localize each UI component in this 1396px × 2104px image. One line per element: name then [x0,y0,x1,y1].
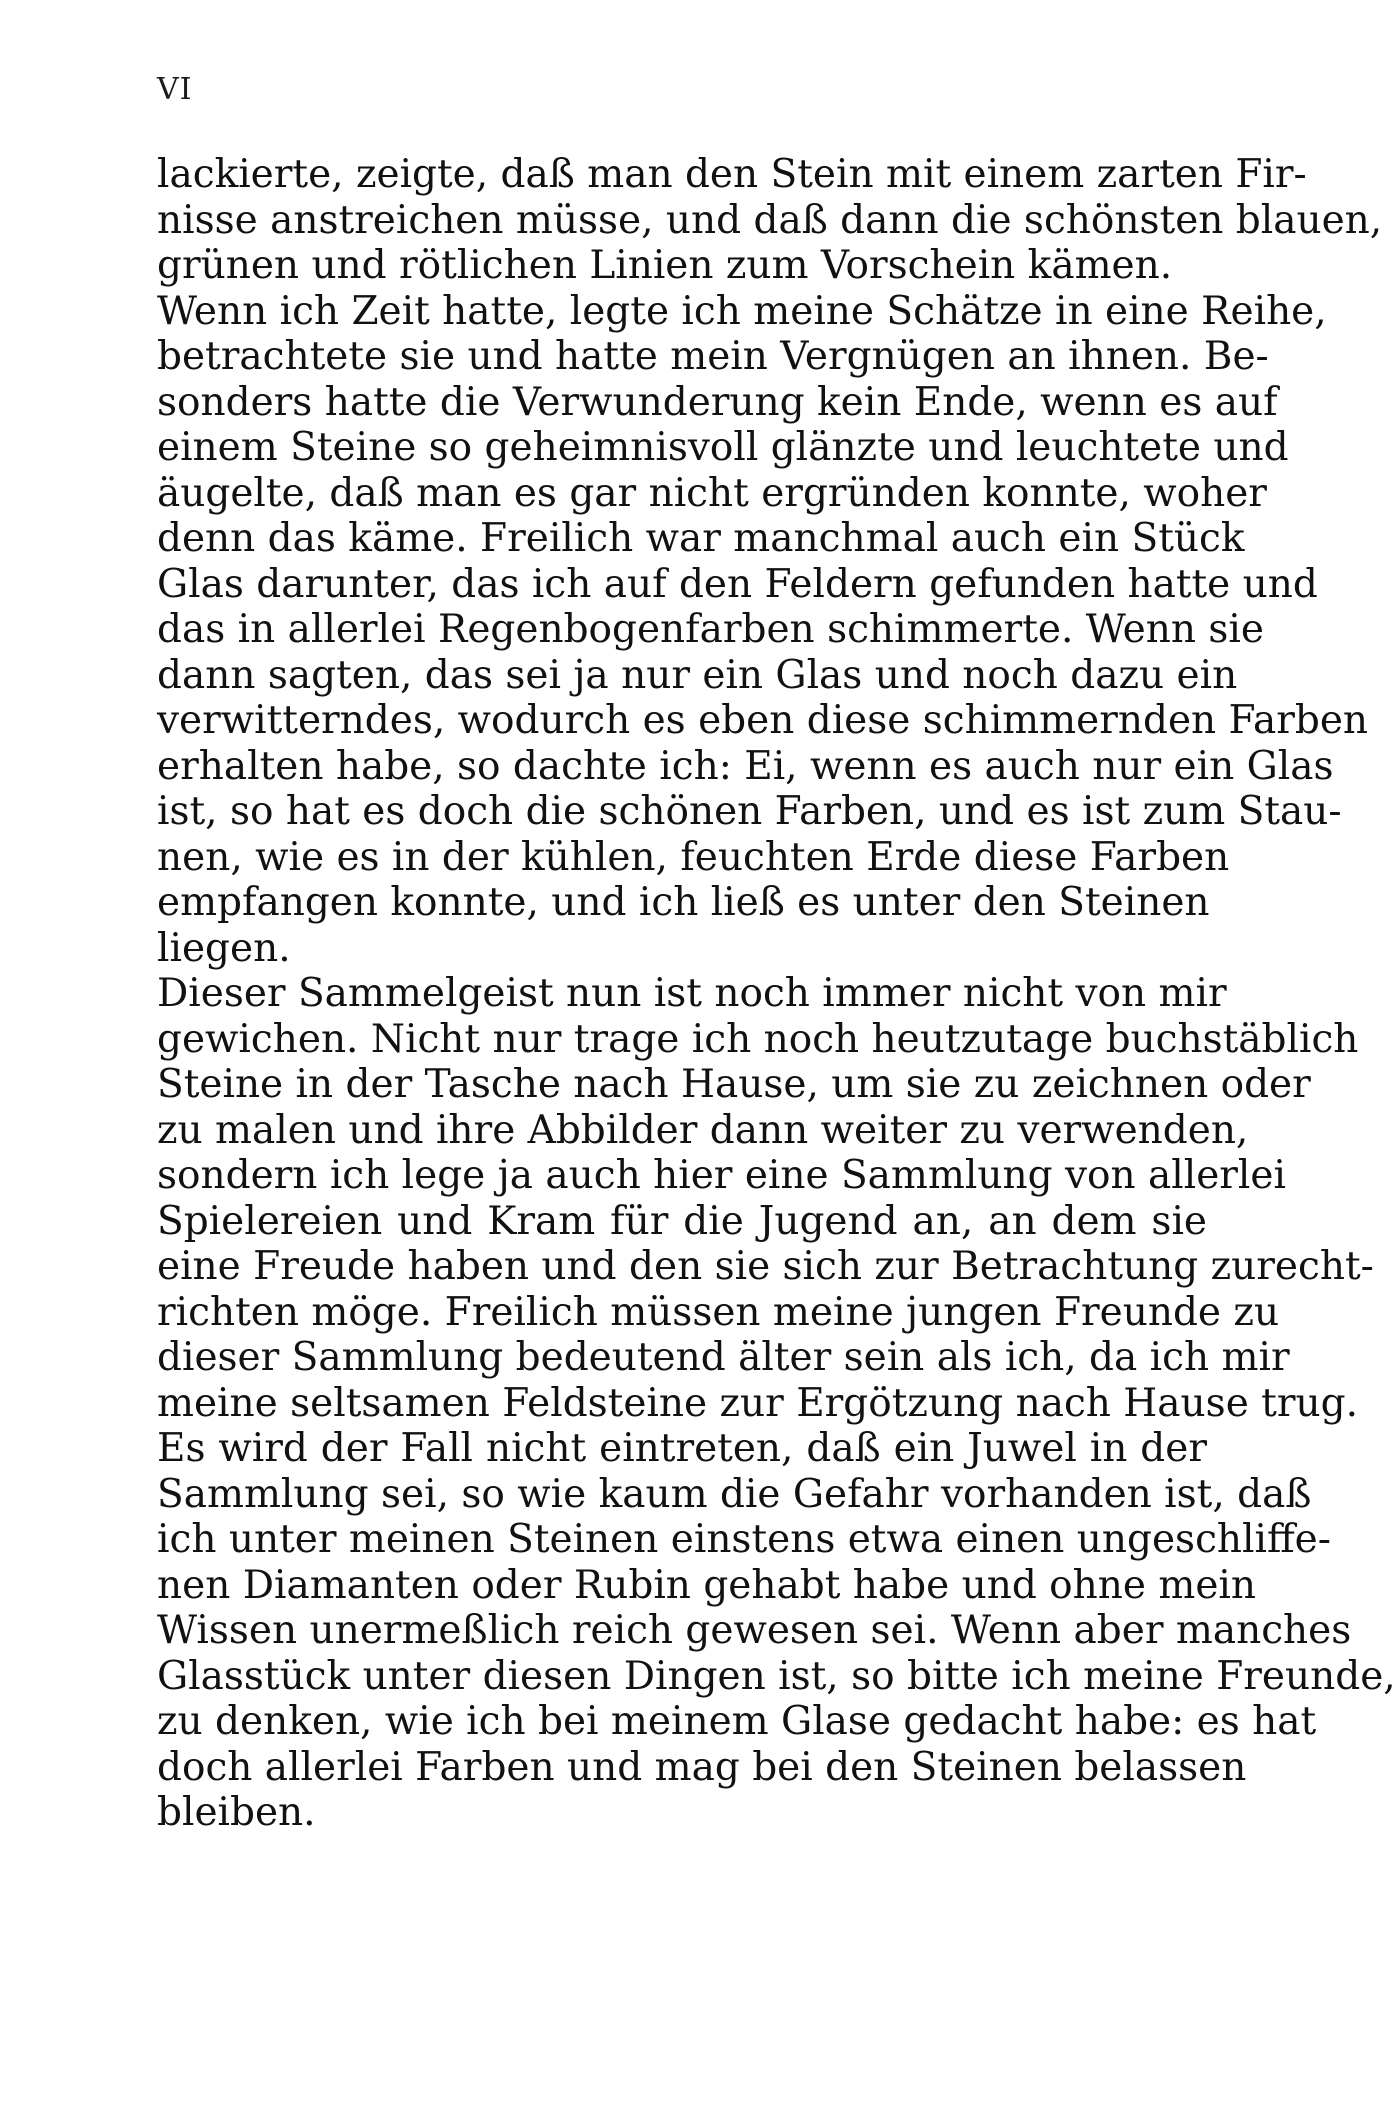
text-line: Steine in der Tasche nach Hause, um sie zu zeichnen oder [157,1062,1311,1107]
text-line: denn das käme. Freilich war manchmal auch ein Stück [157,516,1245,561]
text-line: dieser Sammlung bedeutend älter sein als ich, da ich mir [157,1335,1290,1380]
page-number: VI [157,72,193,107]
text-line: gewichen. Nicht nur trage ich noch heutzutage buchstäblich [157,1016,1359,1062]
text-line: lackierte, zeigte, daß man den Stein mit einem zarten Fir- [157,152,1307,197]
text-line: betrachtete sie und hatte mein Vergnügen an ihnen. Be- [157,334,1269,379]
text-line: zu denken, wie ich bei meinem Glase gedacht habe: es hat [157,1699,1317,1744]
text-line: grünen und rötlichen Linien zum Vorschein kämen. [157,243,1173,288]
text-line: einem Steine so geheimnisvoll glänzte und leuchtete und [157,425,1289,470]
text-line: nen, wie es in der kühlen, feuchten Erde diese Farben [157,834,1230,880]
text-line: bleiben. [157,1790,316,1835]
text-line: das in allerlei Regenbogenfarben schimmerte. Wenn sie [157,607,1264,652]
text-line: empfangen konnte, und ich ließ es unter den Steinen [157,880,1210,925]
text-line: Es wird der Fall nicht eintreten, daß ein Juwel in der [157,1426,1207,1471]
text-line: eine Freude haben und den sie sich zur Betrachtung zurecht- [157,1244,1374,1289]
text-line: Dieser Sammelgeist nun ist noch immer nicht von mir [157,971,1227,1016]
text-line: Wissen unermeßlich reich gewesen sei. Wenn aber manches [157,1608,1352,1653]
text-line: richten möge. Freilich müssen meine jungen Freunde zu [157,1289,1280,1335]
text-line: ist, so hat es doch die schönen Farben, und es ist zum Stau- [157,789,1342,834]
text-line: sonders hatte die Verwunderung kein Ende, wenn es auf [157,379,1278,425]
body-text [157,152,1396,1836]
text-line: Glas darunter, das ich auf den Feldern gefunden hatte und [157,561,1318,607]
text-line: verwitterndes, wodurch es eben diese schimmernden Farben [157,698,1369,743]
text-line: zu malen und ihre Abbilder dann weiter zu verwenden, [157,1107,1249,1153]
text-line: dann sagten, das sei ja nur ein Glas und noch dazu ein [157,652,1238,698]
text-line: sondern ich lege ja auch hier eine Sammlung von allerlei [157,1153,1286,1198]
text-line: nisse anstreichen müsse, und daß dann die schönsten blauen, [157,197,1383,243]
text-line: Sammlung sei, so wie kaum die Gefahr vorhanden ist, daß [157,1471,1312,1517]
text-line: nen Diamanten oder Rubin gehabt habe und ohne mein [157,1562,1257,1608]
text-line: liegen. [157,925,291,971]
text-line: erhalten habe, so dachte ich: Ei, wenn es auch nur ein Glas [157,743,1334,789]
text-line: meine seltsamen Feldsteine zur Ergötzung nach Hause trug. [157,1380,1358,1426]
text-line: Wenn ich Zeit hatte, legte ich meine Schätze in eine Reihe, [157,288,1327,334]
text-line: ich unter meinen Steinen einstens etwa einen ungeschliffe- [157,1517,1331,1562]
text-line: äugelte, daß man es gar nicht ergründen konnte, woher [157,470,1267,516]
text-line: Glasstück unter diesen Dingen ist, so bitte ich meine Freunde, [157,1653,1396,1699]
text-line: Spielereien und Kram für die Jugend an, an dem sie [157,1198,1207,1244]
text-line: doch allerlei Farben und mag bei den Steinen belassen [157,1744,1247,1790]
